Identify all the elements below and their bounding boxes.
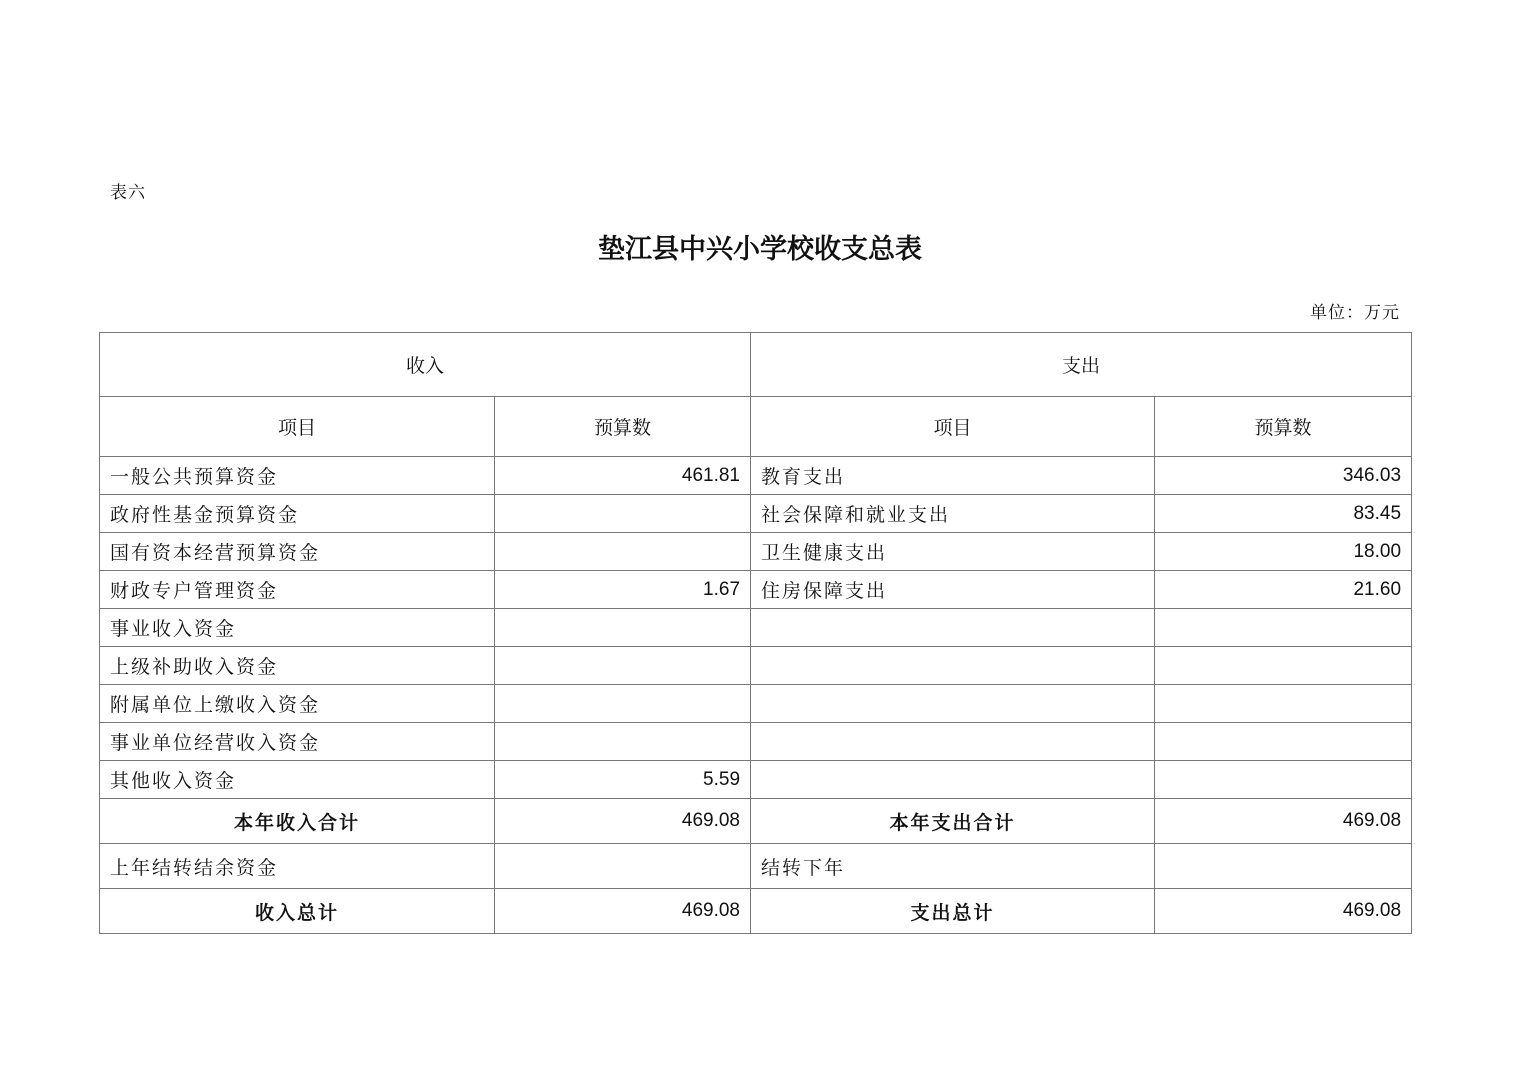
income-amount-cell bbox=[495, 609, 751, 647]
year-income-total-label: 本年收入合计 bbox=[100, 799, 495, 844]
income-item-cell: 政府性基金预算资金 bbox=[100, 495, 495, 533]
prior-year-carry-amount bbox=[495, 844, 751, 889]
year-income-total-amount: 469.08 bbox=[495, 799, 751, 844]
grand-total-row bbox=[100, 889, 1412, 934]
table-row bbox=[100, 647, 1412, 685]
expense-grand-total-label: 支出总计 bbox=[751, 889, 1155, 934]
year-expense-total-label: 本年支出合计 bbox=[751, 799, 1155, 844]
expense-amount-cell bbox=[1155, 685, 1412, 723]
income-amount-cell: 1.67 bbox=[495, 571, 751, 609]
income-amount-cell bbox=[495, 533, 751, 571]
income-amount-cell bbox=[495, 495, 751, 533]
income-grand-total-label: 收入总计 bbox=[100, 889, 495, 934]
income-amount-cell bbox=[495, 685, 751, 723]
income-item-cell: 国有资本经营预算资金 bbox=[100, 533, 495, 571]
expense-item-cell bbox=[751, 685, 1155, 723]
table-row bbox=[100, 609, 1412, 647]
income-item-cell: 其他收入资金 bbox=[100, 761, 495, 799]
expense-amount-cell bbox=[1155, 647, 1412, 685]
table-row bbox=[100, 761, 1412, 799]
income-amount-cell: 461.81 bbox=[495, 457, 751, 495]
prior-year-carry-label: 上年结转结余资金 bbox=[100, 844, 495, 889]
income-item-cell: 财政专户管理资金 bbox=[100, 571, 495, 609]
expense-section-header: 支出 bbox=[751, 333, 1412, 397]
income-amount-cell: 5.59 bbox=[495, 761, 751, 799]
expense-grand-total-amount: 469.08 bbox=[1155, 889, 1412, 934]
table-row bbox=[100, 533, 1412, 571]
carry-next-year-amount bbox=[1155, 844, 1412, 889]
income-amount-cell bbox=[495, 723, 751, 761]
budget-table bbox=[99, 332, 1412, 934]
income-item-cell: 附属单位上缴收入资金 bbox=[100, 685, 495, 723]
income-amount-header: 预算数 bbox=[495, 397, 751, 457]
income-amount-cell bbox=[495, 647, 751, 685]
unit-label: 单位：万元 bbox=[1310, 303, 1400, 323]
expense-amount-cell: 83.45 bbox=[1155, 495, 1412, 533]
expense-item-cell: 社会保障和就业支出 bbox=[751, 495, 1155, 533]
carry-over-row bbox=[100, 844, 1412, 889]
year-expense-total-amount: 469.08 bbox=[1155, 799, 1412, 844]
expense-amount-cell: 21.60 bbox=[1155, 571, 1412, 609]
expense-amount-cell: 18.00 bbox=[1155, 533, 1412, 571]
section-header-row bbox=[100, 333, 1412, 397]
expense-amount-header: 预算数 bbox=[1155, 397, 1412, 457]
table-row bbox=[100, 685, 1412, 723]
expense-amount-cell bbox=[1155, 761, 1412, 799]
table-label: 表六 bbox=[110, 183, 146, 203]
income-grand-total-amount: 469.08 bbox=[495, 889, 751, 934]
year-total-row bbox=[100, 799, 1412, 844]
table-row bbox=[100, 457, 1412, 495]
expense-item-cell bbox=[751, 609, 1155, 647]
expense-item-cell: 卫生健康支出 bbox=[751, 533, 1155, 571]
income-item-cell: 事业单位经营收入资金 bbox=[100, 723, 495, 761]
expense-amount-cell bbox=[1155, 609, 1412, 647]
income-item-header: 项目 bbox=[100, 397, 495, 457]
table-row bbox=[100, 723, 1412, 761]
expense-item-header: 项目 bbox=[751, 397, 1155, 457]
expense-amount-cell: 346.03 bbox=[1155, 457, 1412, 495]
income-item-cell: 一般公共预算资金 bbox=[100, 457, 495, 495]
expense-item-cell bbox=[751, 723, 1155, 761]
income-section-header: 收入 bbox=[100, 333, 751, 397]
income-item-cell: 上级补助收入资金 bbox=[100, 647, 495, 685]
page-title: 垫江县中兴小学校收支总表 bbox=[598, 234, 922, 265]
expense-item-cell: 教育支出 bbox=[751, 457, 1155, 495]
expense-item-cell: 住房保障支出 bbox=[751, 571, 1155, 609]
expense-item-cell bbox=[751, 647, 1155, 685]
table-row bbox=[100, 571, 1412, 609]
income-item-cell: 事业收入资金 bbox=[100, 609, 495, 647]
carry-next-year-label: 结转下年 bbox=[751, 844, 1155, 889]
expense-item-cell bbox=[751, 761, 1155, 799]
column-header-row bbox=[100, 397, 1412, 457]
table-row bbox=[100, 495, 1412, 533]
expense-amount-cell bbox=[1155, 723, 1412, 761]
